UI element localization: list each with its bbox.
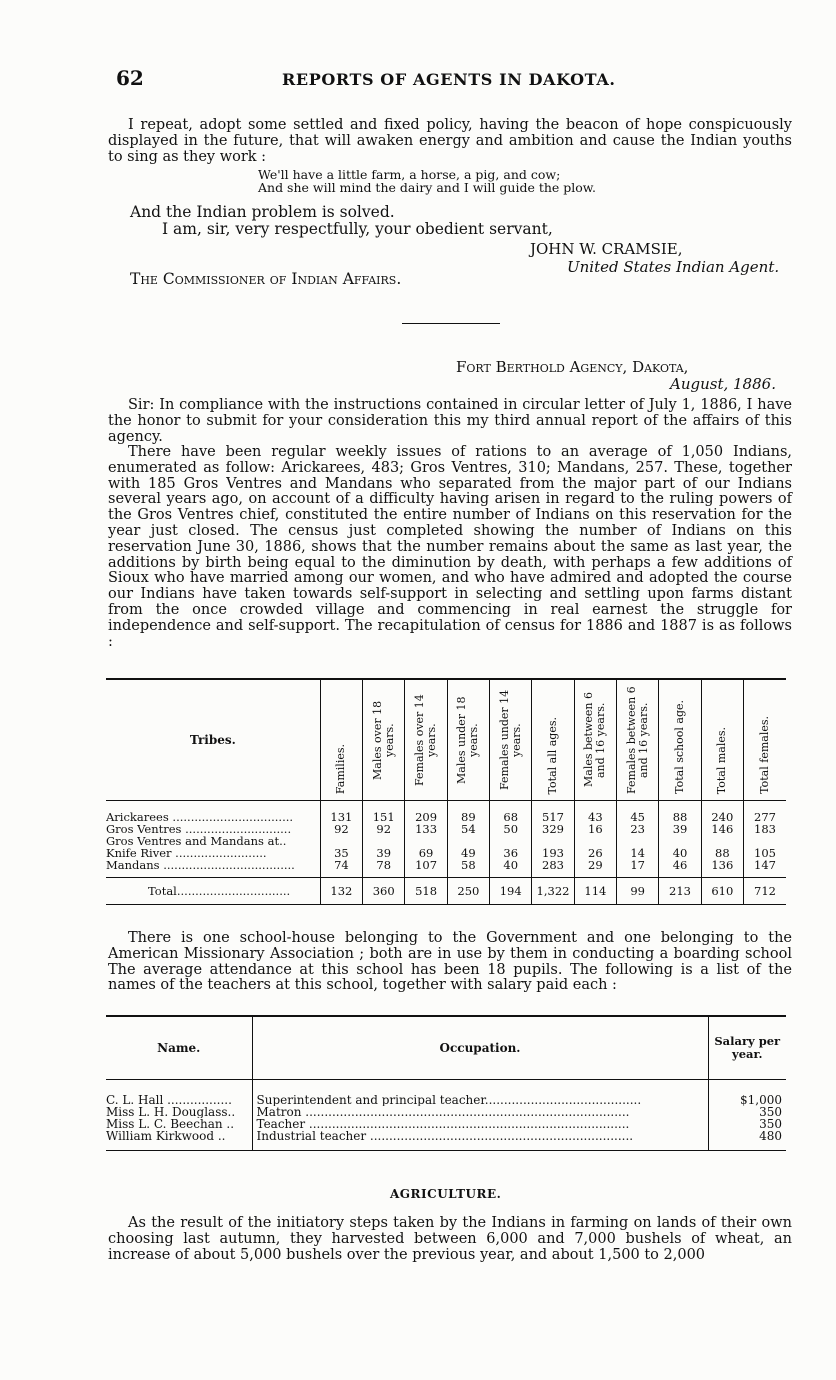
verse-line-2: And she will mind the dairy and I will guide the plow. bbox=[258, 180, 596, 195]
census-cell: 183 bbox=[744, 823, 787, 835]
signature-name: JOHN W. CRAMSIE, bbox=[530, 240, 683, 258]
census-cell: 14 bbox=[617, 847, 659, 859]
census-row bbox=[106, 801, 786, 824]
letter1-intro bbox=[108, 118, 792, 165]
running-title: REPORTS OF AGENTS IN DAKOTA. bbox=[282, 70, 616, 89]
school-paragraph bbox=[108, 931, 792, 994]
census-cell: 36 bbox=[490, 847, 532, 859]
census-header-cell: Total males. bbox=[701, 679, 743, 801]
section-divider bbox=[402, 323, 500, 324]
census-cell: 78 bbox=[363, 859, 405, 878]
census-cell: 58 bbox=[447, 859, 489, 878]
census-cell: 329 bbox=[532, 823, 574, 835]
teacher-row bbox=[106, 1118, 786, 1130]
census-cell: 54 bbox=[447, 823, 489, 835]
census-cell: 40 bbox=[659, 847, 701, 859]
census-cell: 68 bbox=[490, 801, 532, 824]
census-cell: 39 bbox=[659, 823, 701, 835]
census-header-cell: Males over 18 years. bbox=[363, 679, 405, 801]
census-cell: 147 bbox=[744, 859, 787, 878]
letter1-solved: And the Indian problem is solved. bbox=[130, 203, 395, 221]
school-paragraph-text: There is one school-house belonging to the Government and one belonging to the American Missionary Association ; both are in use by them in conducting a boarding school The average attendance at this school has been 18 pupils. The following is a list of the names of the teachers at this school, together with salary paid each : bbox=[108, 930, 792, 994]
teacher-occupation: Superintendent and principal teacher......................................... bbox=[252, 1080, 708, 1107]
census-cell: 240 bbox=[701, 801, 743, 824]
teachers-header-occupation: Occupation. bbox=[252, 1016, 708, 1080]
letter2-para2-text: There have been regular weekly issues of rations to an average of 1,050 Indians, enumerated as follow: Arickarees, 483; Gros Ventres, 310; Mandans, 257. These, together with 185 Gros Ventres and Mandans who separated from the major part of our Indians several years ago, on account of a difficulty having arisen in regard to the ruling powers of the Gros Ventres chief, constituted the entire number of Indians on this reservation for the year just closed. The census just completed showing the number of Indians on this reservation June 30, 1886, shows that the number remains about the same as last year, the additions by birth being equal to the diminution by death, with perhaps a few additions of Sioux who have married among our women, and who have admired and adopted the course our Indians have taken towards self-support in selecting and settling upon farms distant from the once crowded village and commencing in real earnest the struggle for independence and self-support. The recapitulation of census for 1886 and 1887 is as follows : bbox=[108, 444, 792, 650]
census-cell: 107 bbox=[405, 859, 447, 878]
census-cell: 105 bbox=[744, 847, 787, 859]
census-cell: 40 bbox=[490, 859, 532, 878]
teacher-salary: 480 bbox=[708, 1130, 786, 1151]
agriculture-paragraph bbox=[108, 1216, 792, 1263]
census-table bbox=[106, 678, 786, 905]
census-row bbox=[106, 823, 786, 835]
census-cell: 517 bbox=[532, 801, 574, 824]
letter2-date: August, 1886. bbox=[670, 375, 776, 393]
census-total-cell: 518 bbox=[405, 878, 447, 905]
census-total-cell: 1,322 bbox=[532, 878, 574, 905]
census-total-cell: 213 bbox=[659, 878, 701, 905]
teachers-body bbox=[106, 1080, 786, 1151]
teacher-name: Miss L. C. Beechan .. bbox=[106, 1118, 235, 1130]
census-header-row bbox=[106, 679, 786, 801]
teacher-salary: 350 bbox=[708, 1106, 786, 1118]
teacher-occupation: Industrial teacher ..................................................................... bbox=[252, 1130, 708, 1151]
verse bbox=[258, 168, 596, 194]
census-cell: 16 bbox=[574, 823, 616, 835]
census-header-cell: Total all ages. bbox=[532, 679, 574, 801]
teacher-name: William Kirkwood .. bbox=[106, 1130, 226, 1143]
census-cell: 277 bbox=[744, 801, 787, 824]
census-cell: 133 bbox=[405, 823, 447, 835]
census-cell: 39 bbox=[363, 847, 405, 859]
census-cell: 69 bbox=[405, 847, 447, 859]
census-cell: 193 bbox=[532, 847, 574, 859]
census-total-cell: 132 bbox=[320, 878, 362, 905]
teachers-table bbox=[106, 1015, 786, 1151]
census-cell: 92 bbox=[363, 823, 405, 835]
census-cell: 92 bbox=[320, 823, 362, 835]
letter1-closing: I am, sir, very respectfully, your obedient servant, bbox=[162, 220, 553, 238]
census-cell: 17 bbox=[617, 859, 659, 878]
census-cell: 35 bbox=[320, 847, 362, 859]
census-total-cell: 114 bbox=[574, 878, 616, 905]
census-header-tribes: Tribes. bbox=[189, 733, 236, 747]
census-header-cell: Females over 14 years. bbox=[405, 679, 447, 801]
census-body bbox=[106, 801, 786, 878]
census-cell: 89 bbox=[447, 801, 489, 824]
agriculture-heading: AGRICULTURE. bbox=[390, 1187, 502, 1201]
teacher-occupation: Matron ..................................................................................... bbox=[252, 1106, 708, 1118]
census-total-cell: 99 bbox=[617, 878, 659, 905]
census-cell: 29 bbox=[574, 859, 616, 878]
letter1-intro-text: I repeat, adopt some settled and fixed policy, having the beacon of hope conspicuously displayed in the future, that will awaken energy and ambition and cause the Indian youths to sing as they work : bbox=[108, 117, 792, 165]
teacher-row bbox=[106, 1106, 786, 1118]
census-cell: 136 bbox=[701, 859, 743, 878]
page-number: 62 bbox=[116, 66, 144, 90]
census-cell: 283 bbox=[532, 859, 574, 878]
census-cell: 146 bbox=[701, 823, 743, 835]
census-cell: 49 bbox=[447, 847, 489, 859]
census-header-cell: Females between 6 and 16 years. bbox=[617, 679, 659, 801]
census-cell: 45 bbox=[617, 801, 659, 824]
teachers-header-salary: Salary per year. bbox=[708, 1016, 786, 1080]
census-cell: 46 bbox=[659, 859, 701, 878]
census-cell: 43 bbox=[574, 801, 616, 824]
teacher-name: C. L. Hall ................. bbox=[106, 1093, 232, 1106]
census-cell: 23 bbox=[617, 823, 659, 835]
letter2-place: Fort Berthold Agency, Dakota, bbox=[456, 358, 689, 376]
census-cell: 131 bbox=[320, 801, 362, 824]
census-tribe-name: Gros Ventres ............................. bbox=[106, 823, 292, 835]
census-header-cell: Families. bbox=[320, 679, 362, 801]
census-total-cell: 194 bbox=[490, 878, 532, 905]
census-cell: 209 bbox=[405, 801, 447, 824]
teacher-row bbox=[106, 1130, 786, 1151]
census-total-label: Total............................... bbox=[148, 884, 291, 898]
census-cell: 88 bbox=[701, 847, 743, 859]
letter2-para1-text: Sir: In compliance with the instructions contained in circular letter of July 1, 1886, I have the honor to submit for your consideration this my third annual report of the affairs of this agency. bbox=[108, 397, 792, 445]
teacher-salary: 350 bbox=[708, 1118, 786, 1130]
addressee: The Commissioner of Indian Affairs. bbox=[130, 270, 402, 288]
census-tribe-name: Arickarees ................................. bbox=[106, 810, 294, 823]
census-total-row bbox=[106, 878, 786, 905]
agriculture-text: As the result of the initiatory steps taken by the Indians in farming on lands of their own choosing last autumn, they harvested between 6,000 and 7,000 bushels of wheat, an increase of about 5,000 bushels over the previous year, and about 1,500 to 2,000 bbox=[108, 1215, 792, 1263]
census-cell: 50 bbox=[490, 823, 532, 835]
letter2-para1 bbox=[108, 398, 792, 445]
teachers-header-name: Name. bbox=[157, 1041, 201, 1055]
teacher-salary: $1,000 bbox=[708, 1080, 786, 1107]
teacher-row bbox=[106, 1080, 786, 1107]
letter2-para2 bbox=[108, 445, 792, 650]
census-tribe-name: Gros Ventres and Mandans at.. bbox=[106, 835, 287, 847]
census-cell: 88 bbox=[659, 801, 701, 824]
census-cell: 74 bbox=[320, 859, 362, 878]
census-header-cell: Males under 18 years. bbox=[447, 679, 489, 801]
census-total-cell: 610 bbox=[701, 878, 743, 905]
verse-line-1: We'll have a little farm, a horse, a pig, and cow; bbox=[258, 167, 561, 182]
signature-title: United States Indian Agent. bbox=[567, 258, 780, 276]
teacher-occupation: Teacher .................................................................................... bbox=[252, 1118, 708, 1130]
census-header-cell: Females under 14 years. bbox=[490, 679, 532, 801]
census-cell: 151 bbox=[363, 801, 405, 824]
census-tribe-name: Mandans .................................... bbox=[106, 859, 295, 872]
census-row bbox=[106, 859, 786, 878]
census-total-cell: 250 bbox=[447, 878, 489, 905]
census-cell: 26 bbox=[574, 847, 616, 859]
teachers-header-row bbox=[106, 1016, 786, 1080]
census-header-cell: Total school age. bbox=[659, 679, 701, 801]
census-total-cell: 360 bbox=[363, 878, 405, 905]
census-header-cell: Males between 6 and 16 years. bbox=[574, 679, 616, 801]
census-total-cell: 712 bbox=[744, 878, 787, 905]
teacher-name: Miss L. H. Douglass.. bbox=[106, 1106, 236, 1118]
census-tribe-name: Knife River ......................... bbox=[106, 847, 267, 859]
census-header-cell: Total females. bbox=[744, 679, 787, 801]
